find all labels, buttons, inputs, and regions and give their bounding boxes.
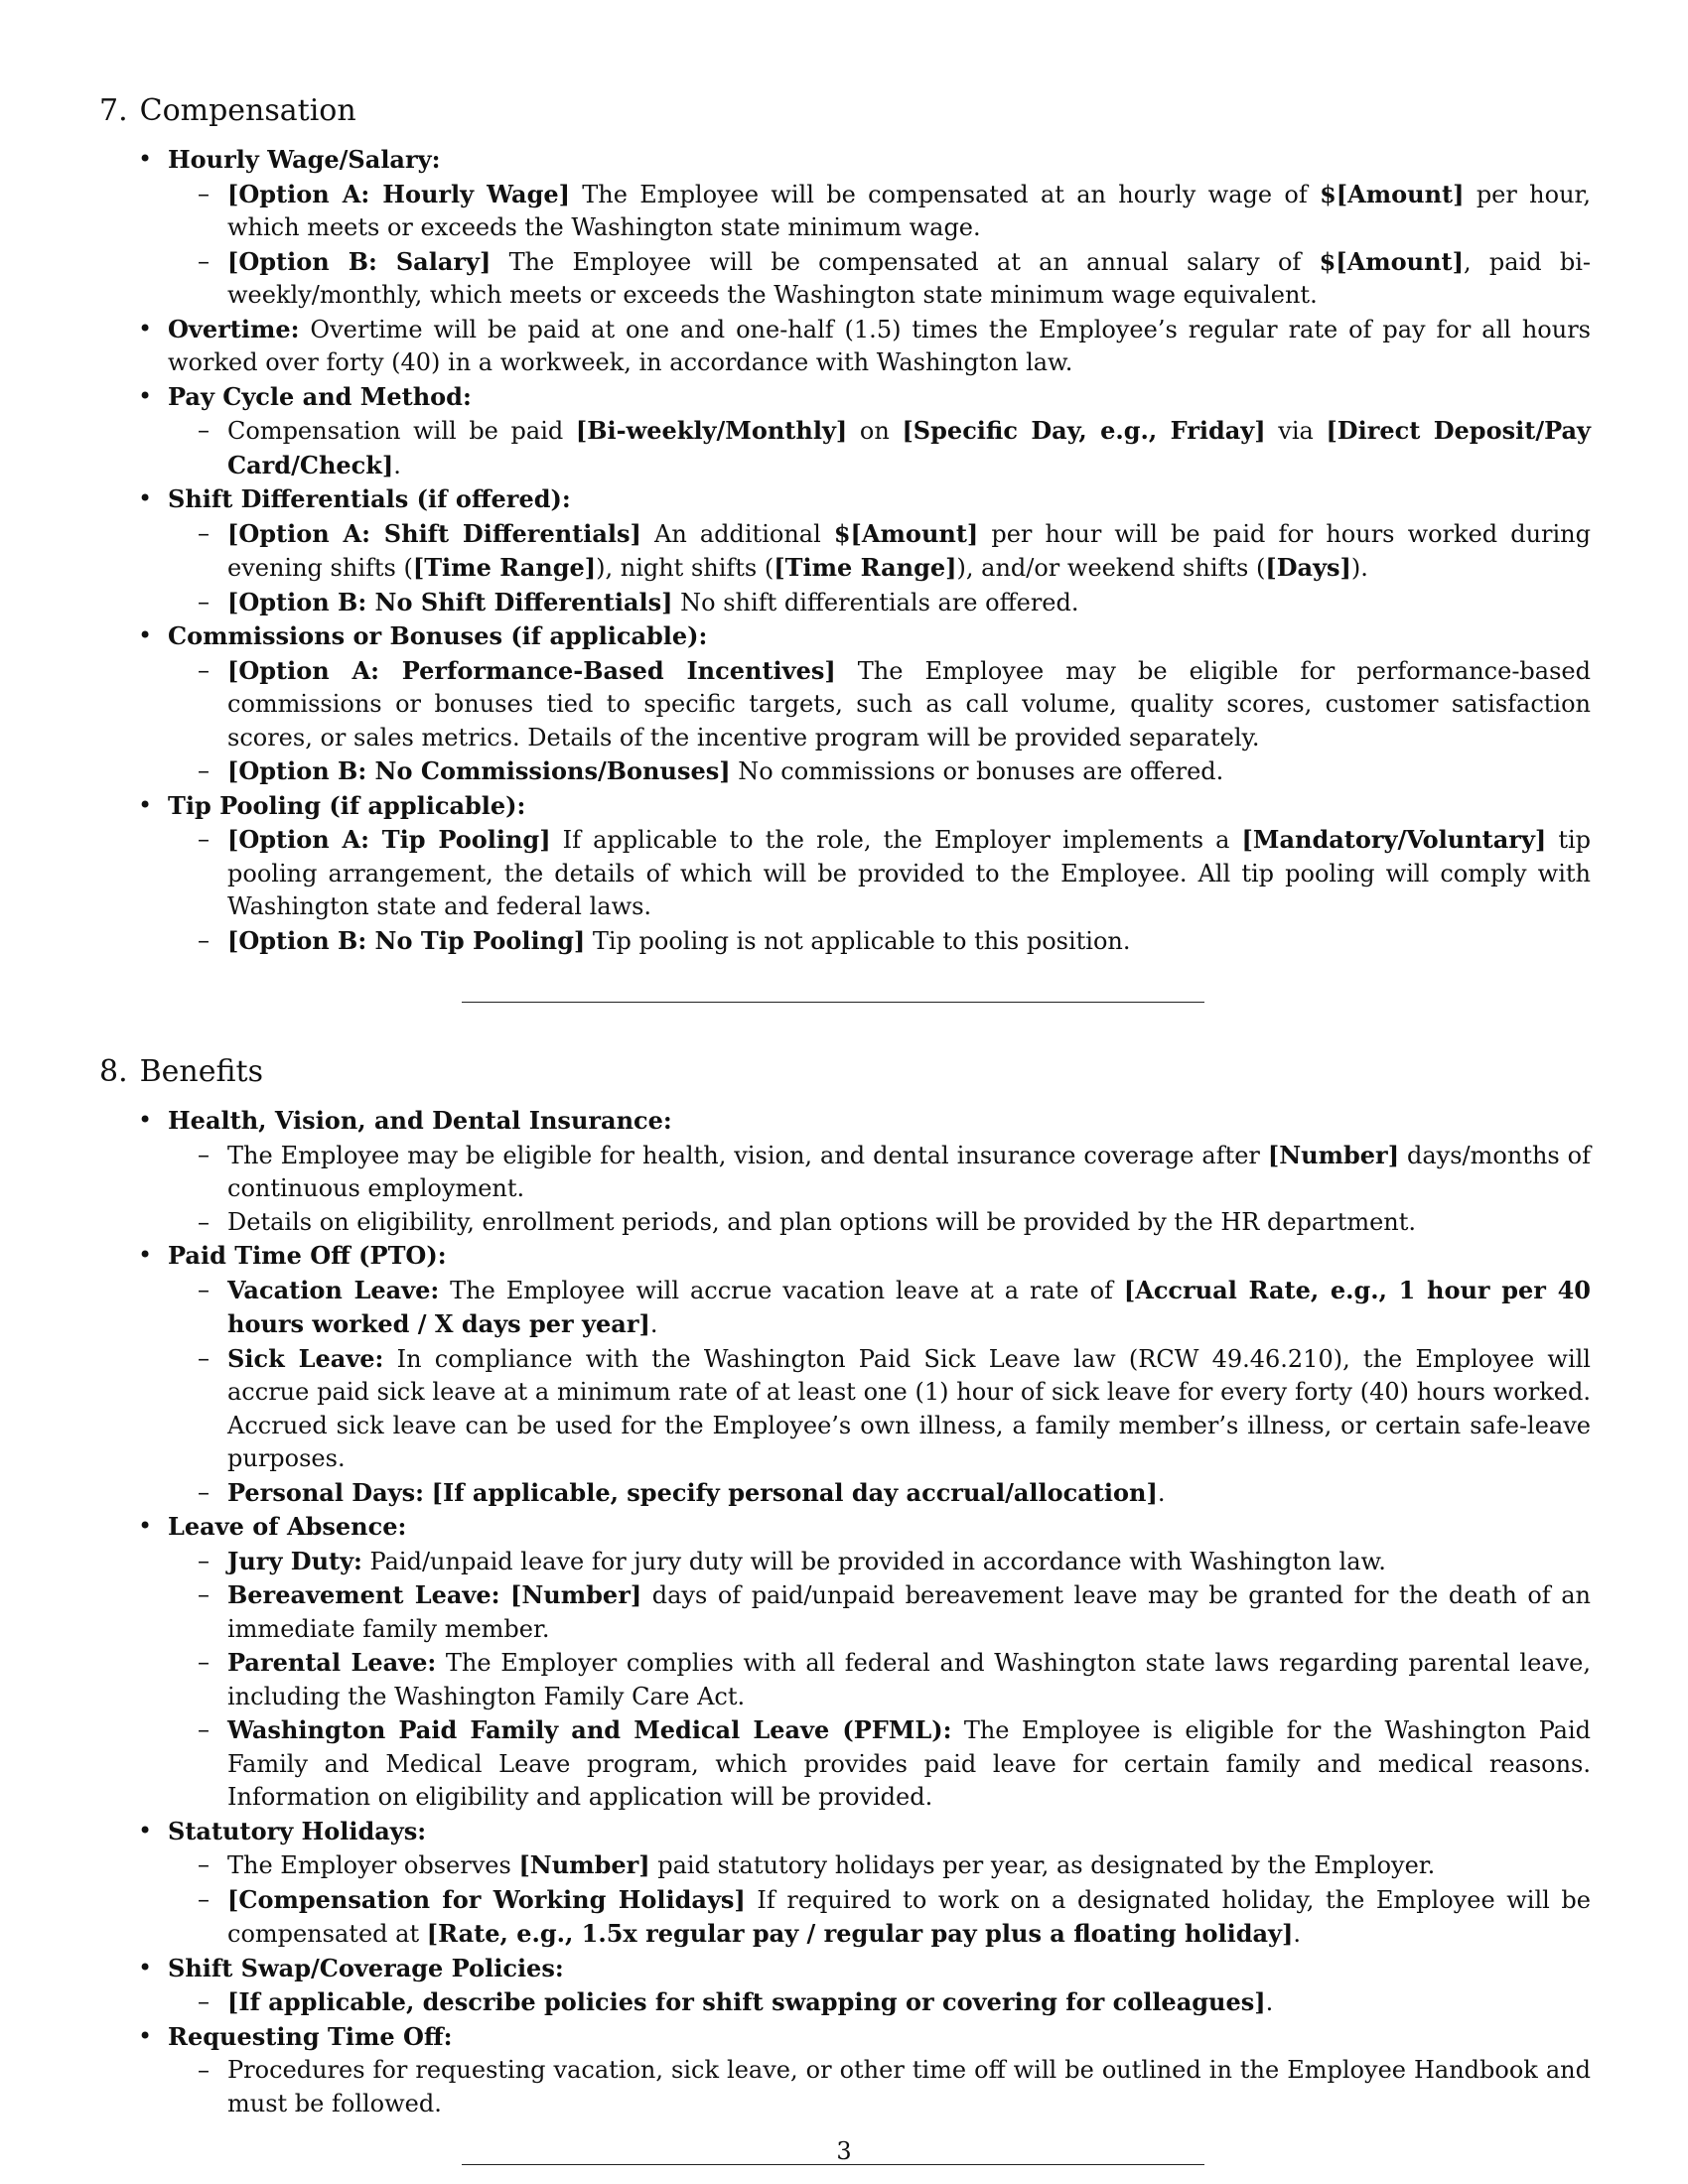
text-run: The Employer observes <box>227 1851 519 1879</box>
list-item-heading <box>168 380 1591 415</box>
bullet-icon: • <box>138 314 153 342</box>
list-item-heading <box>168 313 1591 380</box>
text-run: . <box>1293 1920 1301 1948</box>
dash-icon: – <box>198 1884 210 1913</box>
list-item-title: Requesting Time Off: <box>168 2021 453 2051</box>
text-run: ), night shifts ( <box>596 554 774 582</box>
section-number: 8. <box>99 1054 128 1089</box>
sub-list-item <box>168 1274 1591 1342</box>
list-item-title: Pay Cycle and Method: <box>168 381 472 411</box>
list-item-title: Paid Time Off (PTO): <box>168 1241 447 1270</box>
text-run: The Employee may be eligible for health, vision, and dental insurance coverage after <box>227 1141 1268 1169</box>
list-item-heading <box>168 482 1591 517</box>
text-run: ). <box>1350 554 1368 582</box>
bullet-icon: • <box>138 145 153 173</box>
list-item <box>99 1104 1591 1239</box>
bold-text: [Rate, e.g., 1.5x regular pay / regular pay plus a floating holiday] <box>426 1919 1294 1948</box>
sub-list-item <box>168 2054 1591 2120</box>
bold-text: [Option B: No Shift Differentials] <box>227 587 673 616</box>
list-item-title: Health, Vision, and Dental Insurance: <box>168 1106 672 1135</box>
document-page <box>99 91 1591 2165</box>
list-item <box>99 2020 1591 2121</box>
bold-text: [If applicable, specify personal day accrual/allocation] <box>431 1477 1158 1507</box>
text-run: . <box>393 451 401 479</box>
text-run: Paid/unpaid leave for jury duty will be provided in accordance with Washington law. <box>361 1547 1386 1575</box>
section-title: Benefits <box>139 1054 263 1089</box>
dash-icon: – <box>198 1275 210 1303</box>
sub-list-item <box>168 178 1591 245</box>
list-item-title: Shift Differentials (if offered): <box>168 484 571 513</box>
bold-text: [Option B: No Tip Pooling] <box>227 925 586 955</box>
list-item <box>99 313 1591 380</box>
bold-text: [Option A: Performance-Based Incentives] <box>227 655 836 685</box>
page-number: 3 <box>836 2137 852 2165</box>
list-item-heading <box>168 1104 1591 1139</box>
sub-list <box>168 1545 1591 1815</box>
bullet-icon: • <box>138 621 153 649</box>
text-run: tip pooling arrangement, the details of which will be provided to the Employee. All tip pooling will comply with Washington state and federal laws. <box>227 826 1592 920</box>
sub-list <box>168 823 1591 958</box>
section-list <box>99 1104 1591 2120</box>
text-run: Compensation will be paid <box>227 417 576 445</box>
text-run: paid statutory holidays per year, as designated by the Employer. <box>649 1851 1436 1879</box>
dash-icon: – <box>198 1546 210 1574</box>
bullet-icon: • <box>138 381 153 410</box>
sub-list-item <box>168 1476 1591 1511</box>
list-item-heading <box>168 2020 1591 2055</box>
sub-list-item <box>168 1206 1591 1240</box>
list-item-title: Leave of Absence: <box>168 1512 407 1541</box>
bold-text: Sick Leave: <box>227 1343 384 1373</box>
dash-icon: – <box>198 1580 210 1608</box>
bold-text: [Days] <box>1265 553 1351 582</box>
dash-icon: – <box>198 1477 210 1506</box>
list-item-heading <box>168 1239 1591 1274</box>
sub-list-item <box>168 245 1591 313</box>
bold-text: [Direct Deposit/Pay Card/Check] <box>227 416 1591 479</box>
sub-list <box>168 178 1591 313</box>
sub-list-item <box>168 1545 1591 1579</box>
dash-icon: – <box>198 756 210 784</box>
text-run: days of paid/unpaid bereavement leave may be granted for the death of an immediate family member. <box>227 1581 1591 1643</box>
list-item-title: Overtime: <box>168 314 300 343</box>
bold-text: [Compensation for Working Holidays] <box>227 1884 746 1914</box>
list-item <box>99 1239 1591 1510</box>
dash-icon: – <box>198 1987 210 2015</box>
text-run: Procedures for requesting vacation, sick leave, or other time off will be outlined in the Employee Handbook and must be followed. <box>227 2056 1591 2117</box>
text-run: , paid bi-weekly/monthly, which meets or exceeds the Washington state minimum wage equivalent. <box>227 247 1592 309</box>
bold-text: $[Amount] <box>1319 246 1464 276</box>
sub-list <box>168 1139 1591 1240</box>
dash-icon: – <box>198 925 210 954</box>
bold-text: Jury Duty: <box>227 1546 362 1575</box>
list-item-heading <box>168 789 1591 824</box>
bold-text: [Accrual Rate, e.g., 1 hour per 40 hours worked / X days per year] <box>227 1275 1591 1338</box>
dash-icon: – <box>198 1140 210 1168</box>
sub-list <box>168 517 1591 620</box>
section-list <box>99 143 1591 958</box>
list-item-heading <box>168 1952 1591 1986</box>
text-run: The Employee may be eligible for performance-based commissions or bonuses tied to specific targets, such as call volume, quality scores, customer satisfaction scores, or sales metrics. Details of the incentive program will be provided separately. <box>227 656 1591 751</box>
text-run: No shift differentials are offered. <box>672 588 1079 616</box>
bold-text: [Option A: Tip Pooling] <box>227 825 551 854</box>
bold-text: $[Amount] <box>833 518 979 548</box>
sub-list-item <box>168 586 1591 620</box>
text-run: If applicable to the role, the Employer implements a <box>550 826 1242 854</box>
dash-icon: – <box>198 1207 210 1236</box>
text-run <box>499 1581 510 1609</box>
text-run: days/months of continuous employment. <box>227 1141 1592 1202</box>
text-run: . <box>649 1310 658 1338</box>
bold-text: [Specific Day, e.g., Friday] <box>902 416 1266 445</box>
horizontal-rule <box>462 1002 1204 1003</box>
sub-list-item <box>168 823 1591 924</box>
sub-list-item <box>168 1646 1591 1713</box>
bold-text: [Option B: No Commissions/Bonuses] <box>227 756 731 785</box>
list-item-title: Hourly Wage/Salary: <box>168 145 441 174</box>
section-benefits <box>99 1052 1591 2120</box>
list-item-title: Tip Pooling (if applicable): <box>168 790 526 820</box>
section-number: 7. <box>99 93 128 128</box>
text-run: per hour will be paid for hours worked during evening shifts ( <box>227 519 1592 582</box>
text-run: Details on eligibility, enrollment periods, and plan options will be provided by the HR department. <box>227 1207 1417 1236</box>
sub-list <box>168 1985 1591 2020</box>
bullet-icon: • <box>138 1241 153 1269</box>
text-run: Tip pooling is not applicable to this position. <box>585 926 1131 955</box>
bold-text: [Number] <box>1267 1140 1400 1169</box>
bold-text: Bereavement Leave: <box>227 1580 500 1609</box>
text-run: per hour, which meets or exceeds the Washington state minimum wage. <box>227 180 1592 241</box>
sub-list <box>168 2054 1591 2120</box>
sub-list <box>168 654 1591 789</box>
dash-icon: – <box>198 246 210 275</box>
list-item-body: Overtime will be paid at one and one-half (1.5) times the Employee’s regular rate of pay for all hours worked over forty (40) in a workweek, in accordance with Washington law. <box>168 315 1591 376</box>
bullet-icon: • <box>138 2021 153 2050</box>
sub-list-item <box>168 1342 1591 1476</box>
list-item-title: Commissions or Bonuses (if applicable): <box>168 621 708 650</box>
list-item-heading <box>168 1815 1591 1849</box>
text-run: . <box>1265 1988 1274 2016</box>
list-item <box>99 143 1591 313</box>
bullet-icon: • <box>138 484 153 512</box>
sub-list-item <box>168 1713 1591 1815</box>
dash-icon: – <box>198 416 210 444</box>
bold-text: $[Amount] <box>1320 179 1465 208</box>
dash-icon: – <box>198 655 210 684</box>
text-run: via <box>1265 417 1327 445</box>
bold-text: [Option A: Shift Differentials] <box>227 518 641 548</box>
list-item <box>99 1510 1591 1815</box>
list-item <box>99 482 1591 619</box>
sub-list <box>168 1274 1591 1511</box>
bullet-icon: • <box>138 1106 153 1134</box>
section-title: Compensation <box>139 93 356 128</box>
bullet-icon: • <box>138 1816 153 1844</box>
sub-list-item <box>168 1578 1591 1646</box>
dash-icon: – <box>198 587 210 615</box>
list-item <box>99 380 1591 483</box>
text-run: If required to work on a designated holiday, the Employee will be compensated at <box>227 1885 1592 1948</box>
bold-text: Washington Paid Family and Medical Leave (PFML): <box>227 1715 952 1744</box>
bold-text: Vacation Leave: <box>227 1275 440 1304</box>
dash-icon: – <box>198 1343 210 1372</box>
section-heading <box>99 1052 1591 1092</box>
sub-list <box>168 1848 1591 1952</box>
bullet-icon: • <box>138 1512 153 1540</box>
bold-text: [Number] <box>518 1850 650 1879</box>
sub-list-item <box>168 754 1591 789</box>
dash-icon: – <box>198 1648 210 1676</box>
list-item-heading <box>168 143 1591 178</box>
bold-text: [Time Range] <box>774 553 957 582</box>
dash-icon: – <box>198 518 210 547</box>
text-run: An additional <box>640 519 834 548</box>
section-heading <box>99 91 1591 131</box>
section-compensation <box>99 91 1591 958</box>
text-run: The Employee will accrue vacation leave at a rate of <box>439 1276 1124 1304</box>
text-run: In compliance with the Washington Paid Sick Leave law (RCW 49.46.210), the Employee will accrue paid sick leave at a minimum rate of at least one (1) hour of sick leave for every forty (40) hours worked. Accrued sick leave can be used for the Employee’s own illness, a family member’s illness, or certain safe-leave purposes. <box>227 1344 1591 1472</box>
text-run: The Employee will be compensated at an hourly wage of <box>569 180 1321 208</box>
bold-text: [Option A: Hourly Wage] <box>227 179 570 208</box>
list-item <box>99 1952 1591 2020</box>
sub-list-item <box>168 1883 1591 1952</box>
bold-text: Parental Leave: <box>227 1648 437 1677</box>
text-run: The Employer complies with all federal and Washington state laws regarding parental leave, including the Washington Family Care Act. <box>227 1649 1591 1710</box>
text-run: . <box>1157 1478 1166 1507</box>
dash-icon: – <box>198 179 210 207</box>
sub-list-item <box>168 1985 1591 2020</box>
bold-text: [Time Range] <box>412 553 597 582</box>
list-item-title: Shift Swap/Coverage Policies: <box>168 1953 564 1982</box>
bold-text: Personal Days: <box>227 1477 424 1507</box>
dash-icon: – <box>198 2056 210 2084</box>
sub-list-item <box>168 654 1591 755</box>
list-item-title: Statutory Holidays: <box>168 1816 427 1845</box>
sub-list-item <box>168 1848 1591 1883</box>
text-run <box>424 1479 432 1507</box>
sub-list-item <box>168 517 1591 586</box>
dash-icon: – <box>198 1715 210 1743</box>
list-item-heading <box>168 1510 1591 1545</box>
bold-text: [Option B: Salary] <box>227 246 492 276</box>
sub-list-item <box>168 1139 1591 1206</box>
dash-icon: – <box>198 1850 210 1878</box>
text-run: The Employee will be compensated at an annual salary of <box>491 247 1320 276</box>
bullet-icon: • <box>138 1953 153 1981</box>
list-item-heading <box>168 619 1591 654</box>
list-item <box>99 1815 1591 1952</box>
bold-text: [Number] <box>510 1580 642 1609</box>
text-run: on <box>847 417 903 445</box>
bold-text: [If applicable, describe policies for shift swapping or covering for colleagues] <box>227 1987 1266 2016</box>
sub-list-item <box>168 924 1591 959</box>
bold-text: [Bi-weekly/Monthly] <box>575 416 848 445</box>
list-item <box>99 789 1591 959</box>
text-run: ), and/or weekend shifts ( <box>956 554 1266 582</box>
sub-list <box>168 414 1591 482</box>
sub-list-item <box>168 414 1591 482</box>
bullet-icon: • <box>138 790 153 819</box>
list-item <box>99 619 1591 789</box>
text-run: The Employee is eligible for the Washington Paid Family and Medical Leave program, which provides paid leave for certain family and medical reasons. Information on eligibility and application will be provided. <box>227 1716 1591 1811</box>
bold-text: [Mandatory/Voluntary] <box>1241 825 1547 854</box>
dash-icon: – <box>198 825 210 853</box>
text-run: No commissions or bonuses are offered. <box>730 757 1224 785</box>
